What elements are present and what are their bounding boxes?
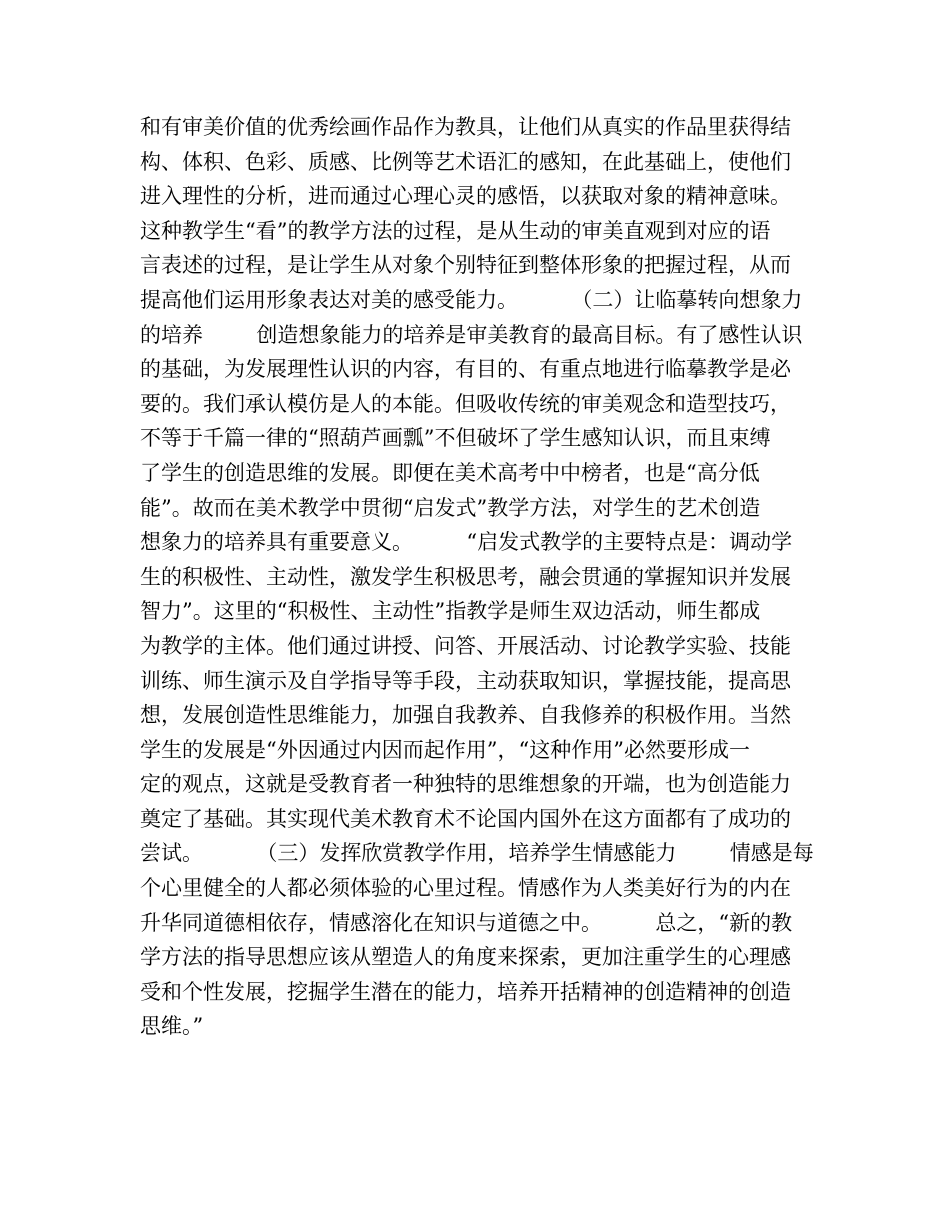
text-line: 和有审美价值的优秀绘画作品作为教具，让他们从真实的作品里获得结 xyxy=(140,115,791,139)
text-line: 这种教学生“看”的教学方法的过程，是从生动的审美直观到对应的语 xyxy=(140,218,771,243)
text-line: 受和个性发展，挖掘学生潜在的能力，培养开括精神的创造精神的创造 xyxy=(140,979,791,1004)
text-line: 奠定了基础。其实现代美术教育术不论国内国外在这方面都有了成功的 xyxy=(140,806,791,831)
text-line: 想，发展创造性思维能力，加强自我教养、自我修养的积极作用。当然 xyxy=(140,703,791,728)
text-line: 训练、师生演示及自学指导等手段，主动获取知识，掌握技能，提高思 xyxy=(140,668,791,693)
text-line: 思维。” xyxy=(140,1014,204,1039)
text-line: 的培养 创造想象能力的培养是审美教育的最高目标。有了感性认识 xyxy=(140,322,803,347)
text-line: 要的。我们承认模仿是人的本能。但吸收传统的审美观念和造型技巧， xyxy=(140,391,791,416)
text-line: 言表述的过程，是让学生从对象个别特征到整体形象的把握过程，从而 xyxy=(140,253,791,278)
text-line: 提高他们运用形象表达对美的感受能力。 （二）让临摹转向想象力 xyxy=(140,287,803,312)
body-text xyxy=(140,110,820,1044)
text-line: 升华同道德相依存，情感溶化在知识与道德之中。 总之，“新的教 xyxy=(140,910,793,935)
text-line: 想象力的培养具有重要意义。 “启发式教学的主要特点是：调动学 xyxy=(140,530,793,555)
text-line: 尝试。 （三）发挥欣赏教学作用，培养学生情感能力 情感是每 xyxy=(140,841,814,866)
text-line: 构、体积、色彩、质感、比例等艺术语汇的感知，在此基础上，使他们 xyxy=(140,149,791,174)
text-line: 了学生的创造思维的发展。即便在美术高考中中榜者，也是“高分低 xyxy=(140,460,760,485)
text-line: 不等于千篇一律的“照葫芦画瓢”不但破坏了学生感知认识，而且束缚 xyxy=(140,426,771,451)
text-line: 能”。故而在美术教学中贯彻“启发式”教学方法，对学生的艺术创造 xyxy=(140,495,761,520)
text-line: 进入理性的分析，进而通过心理心灵的感悟，以获取对象的精神意味。 xyxy=(140,184,791,209)
text-line: 学方法的指导思想应该从塑造人的角度来探索，更加注重学生的心理感 xyxy=(140,945,791,970)
text-line: 为教学的主体。他们通过讲授、问答、开展活动、讨论教学实验、技能 xyxy=(140,633,791,658)
text-line: 定的观点，这就是受教育者一种独特的思维想象的开端，也为创造能力 xyxy=(140,772,791,797)
text-line: 智力”。这里的“积极性、主动性”指教学是师生双边活动，师生都成 xyxy=(140,599,761,624)
text-line: 个心里健全的人都必须体验的心里过程。情感作为人类美好行为的内在 xyxy=(140,876,791,901)
text-line: 的基础，为发展理性认识的内容，有目的、有重点地进行临摹教学是必 xyxy=(140,357,791,382)
text-line: 生的积极性、主动性，激发学生积极思考，融会贯通的掌握知识并发展 xyxy=(140,564,791,589)
text-line: 学生的发展是“外因通过内因而起作用”，“这种作用”必然要形成一 xyxy=(140,737,750,762)
